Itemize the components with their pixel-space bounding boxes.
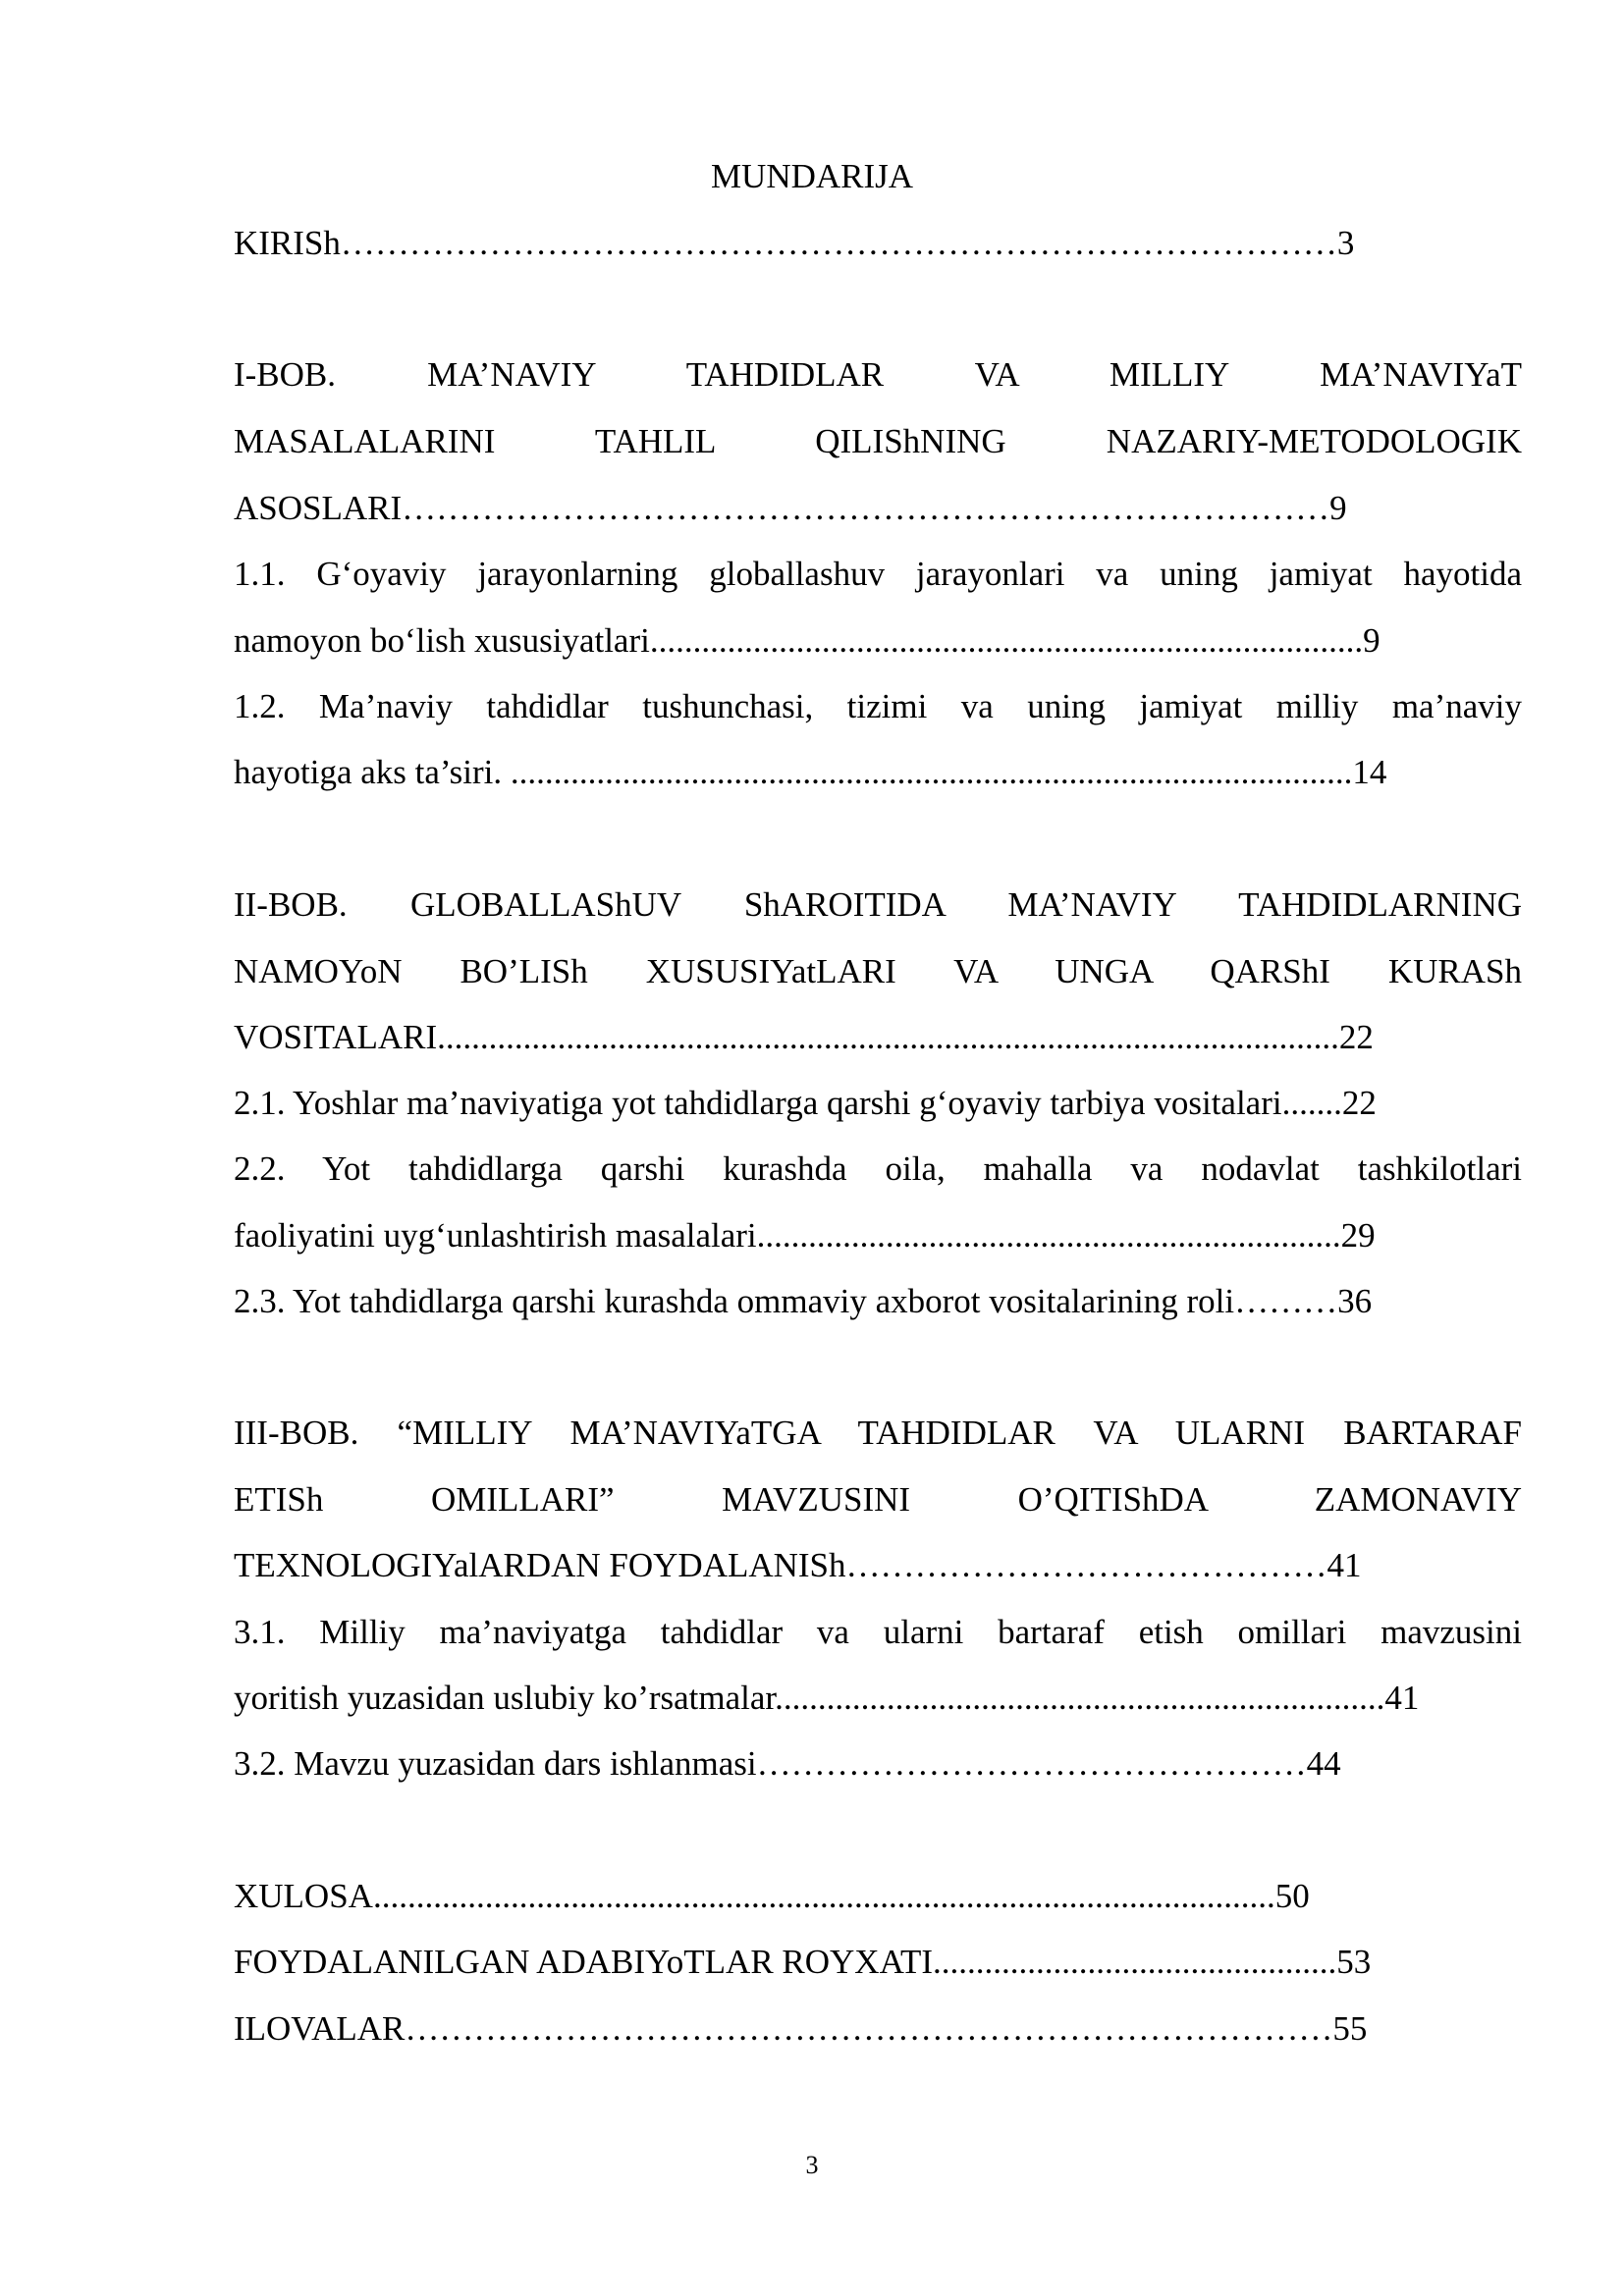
toc-entry-3-1-line-2: yoritish yuzasidan uslubiy ko’rsatmalar.......................................................................41 (234, 1679, 1420, 1717)
toc-entry-1-1-line-2: namoyon bo‘lish xususiyatlari...................................................................................9 (234, 621, 1380, 660)
toc-entry-1-2-line-1: 1.2. Ma’naviy tahdidlar tushunchasi, tizimi va uning jamiyat milliy ma’naviy (234, 687, 1522, 725)
page-number: 3 (805, 2151, 819, 2179)
toc-entry-ilovalar: ILOVALAR………………………………………………………………………55 (234, 2009, 1368, 2048)
toc-entry-2-2-line-2: faoliyatini uyg‘unlashtirish masalalari....................................................................29 (234, 1216, 1376, 1255)
toc-entry-1-2-line-2: hayotiga aks ta’siri. ..................................................................................................14 (234, 753, 1387, 791)
toc-entry-chapter-2-line-2: NAMOYoN BO’LISh XUSUSIYatLARI VA UNGA QARShI KURASh (234, 952, 1522, 990)
toc-entry-1-1-line-1: 1.1. G‘oyaviy jarayonlarning globallashuv jarayonlari va uning jamiyat hayotida (234, 555, 1522, 593)
toc-entry-chapter-1-line-3: ASOSLARI………………………………………………………………………9 (234, 489, 1347, 527)
toc-entry-chapter-1-line-1: I-BOB. MA’NAVIY TAHDIDLAR VA MILLIY MA’NAVIYaT (234, 355, 1522, 394)
page-title: MUNDARIJA (710, 157, 914, 195)
toc-entry-chapter-3-line-1: III-BOB. “MILLIY MA’NAVIYaTGA TAHDIDLAR VA ULARNI BARTARAF (234, 1414, 1522, 1452)
toc-entry-chapter-2-line-3: VOSITALARI.........................................................................................................22 (234, 1018, 1374, 1056)
toc-entry-chapter-2-line-1: II-BOB. GLOBALLAShUV ShAROITIDA MA’NAVIY TAHDIDLARNING (234, 885, 1522, 924)
toc-entry-3-2: 3.2. Mavzu yuzasidan dars ishlanmasi…………………………………………44 (234, 1744, 1341, 1783)
toc-entry-chapter-3-line-2: ETISh OMILLARI” MAVZUSINI O’QITIShDA ZAMONAVIY (234, 1480, 1522, 1519)
toc-entry-xulosa: XULOSA.........................................................................................................50 (234, 1877, 1310, 1915)
toc-entry-2-1: 2.1. Yoshlar ma’naviyatiga yot tahdidlarga qarshi g‘oyaviy tarbiya vositalari.......22 (234, 1084, 1377, 1122)
toc-entry-2-2-line-1: 2.2. Yot tahdidlarga qarshi kurashda oila, mahalla va nodavlat tashkilotlari (234, 1149, 1522, 1188)
toc-entry-2-3: 2.3. Yot tahdidlarga qarshi kurashda ommaviy axborot vositalarining roli………36 (234, 1282, 1373, 1320)
toc-entry-chapter-1-line-2: MASALALARINI TAHLIL QILIShNING NAZARIY-METODOLOGIK (234, 422, 1522, 460)
toc-entry-chapter-3-line-3: TEXNOLOGIYalARDAN FOYDALANISh……………………………………41 (234, 1546, 1362, 1584)
toc-entry-adabiyotlar: FOYDALANILGAN ADABIYoTLAR ROYXATI...............................................53 (234, 1943, 1372, 1981)
toc-entry-3-1-line-1: 3.1. Milliy ma’naviyatga tahdidlar va ularni bartaraf etish omillari mavzusini (234, 1613, 1522, 1651)
toc-entry-kirish: KIRISh……………………………………………………………………………3 (234, 224, 1355, 262)
